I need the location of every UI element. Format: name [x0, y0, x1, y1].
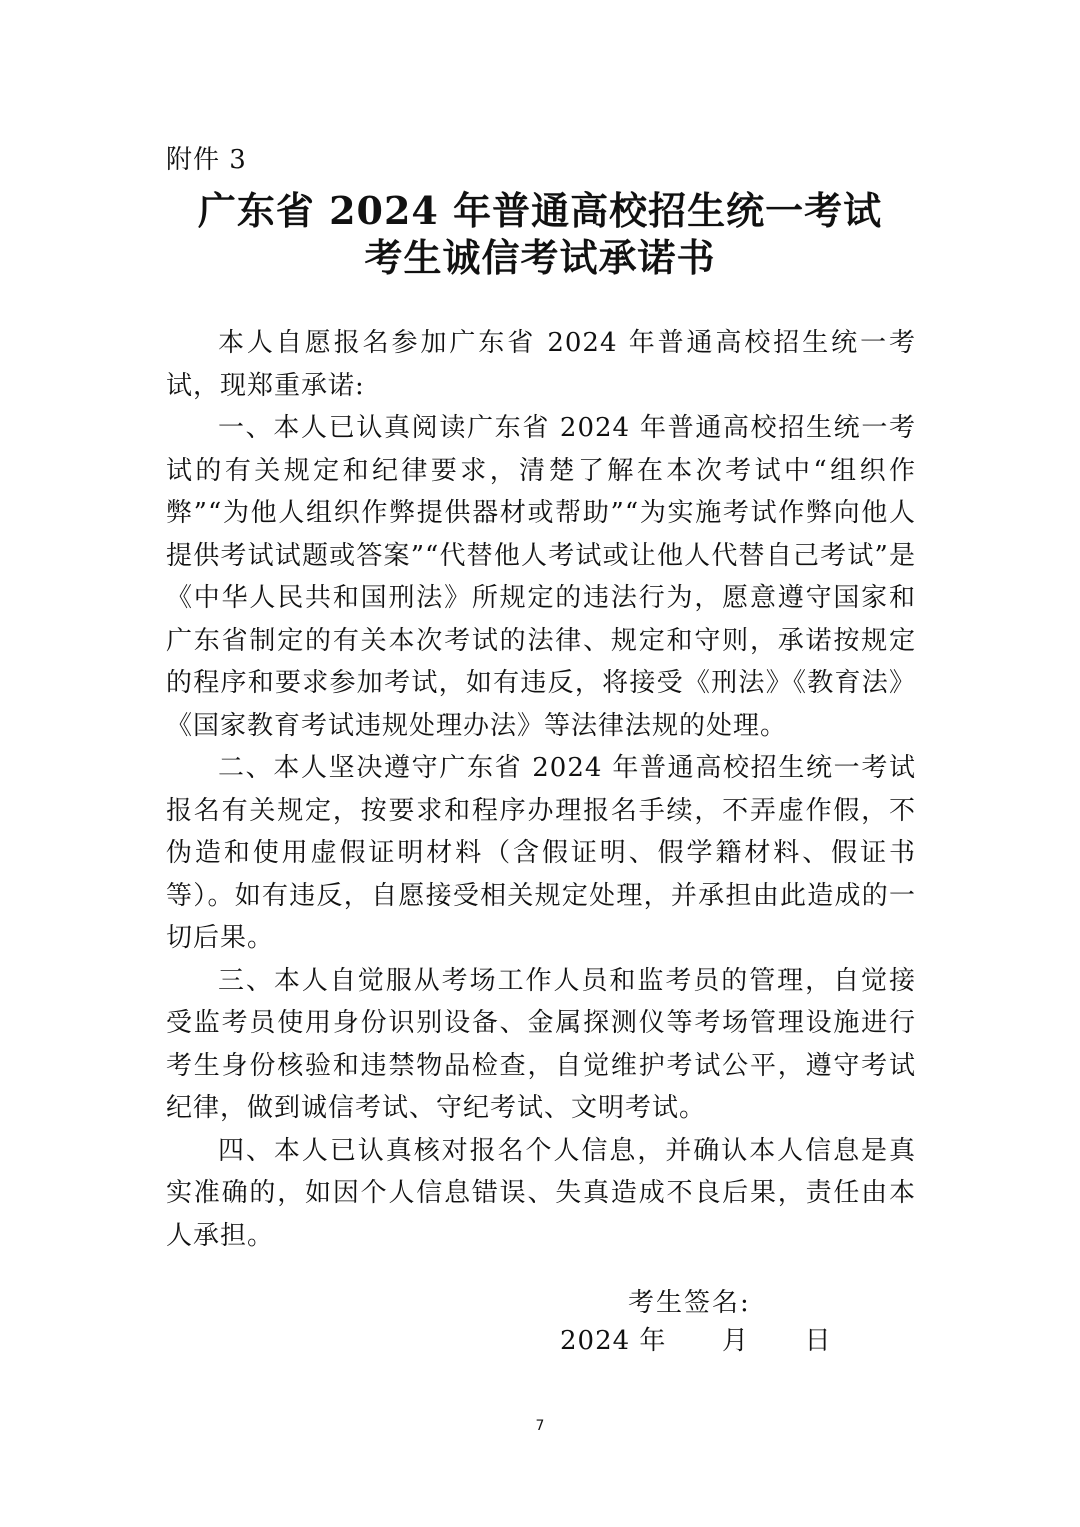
document-title-line-1: 广东省 2024 年普通高校招生统一考试 — [197, 188, 883, 233]
date-line: 2024 年 月 日 — [560, 1326, 832, 1356]
pledge-paragraph-3: 三、本人自觉服从考场工作人员和监考员的管理，自觉接受监考员使用身份识别设备、金属探测仪等考场管理设施进行考生身份核验和违禁物品检查，自觉维护考试公平，遵守考试纪律，做到诚信考试、守纪考试、文明考试。 — [166, 965, 916, 1123]
pledge-paragraph-2: 二、本人坚决遵守广东省 2024 年普通高校招生统一考试报名有关规定，按要求和程序办理报名手续，不弄虚作假，不伪造和使用虚假证明材料（含假证明、假学籍材料、假证书等）。如有违反，自愿接受相关规定处理，并承担由此造成的一切后果。 — [166, 753, 916, 953]
attachment-label: 附件 3 — [166, 145, 247, 175]
pledge-paragraph-4: 四、本人已认真核对报名个人信息，并确认本人信息是真实准确的，如因个人信息错误、失真造成不良后果，责任由本人承担。 — [166, 1135, 916, 1251]
page-number: 7 — [535, 1418, 545, 1434]
document-body — [166, 322, 916, 1257]
signature-label: 考生签名: — [628, 1288, 751, 1318]
document-title-line-2: 考生诚信考试承诺书 — [364, 235, 716, 280]
intro-paragraph: 本人自愿报名参加广东省 2024 年普通高校招生统一考试，现郑重承诺: — [166, 328, 916, 401]
pledge-paragraph-1: 一、本人已认真阅读广东省 2024 年普通高校招生统一考试的有关规定和纪律要求，清楚了解在本次考试中“组织作弊”“为他人组织作弊提供器材或帮助”“为实施考试作弊向他人提供考试试题或答案”“代替他人考试或让他人代替自己考试”是《中华人民共和国刑法》所规定的违法行为，愿意遵守国家和广东省制定的有关本次考试的法律、规定和守则，承诺按规定的程序和要求参加考试，如有违反，将接受《刑法》《教育法》《国家教育考试违规处理办法》等法律法规的处理。 — [166, 413, 916, 741]
